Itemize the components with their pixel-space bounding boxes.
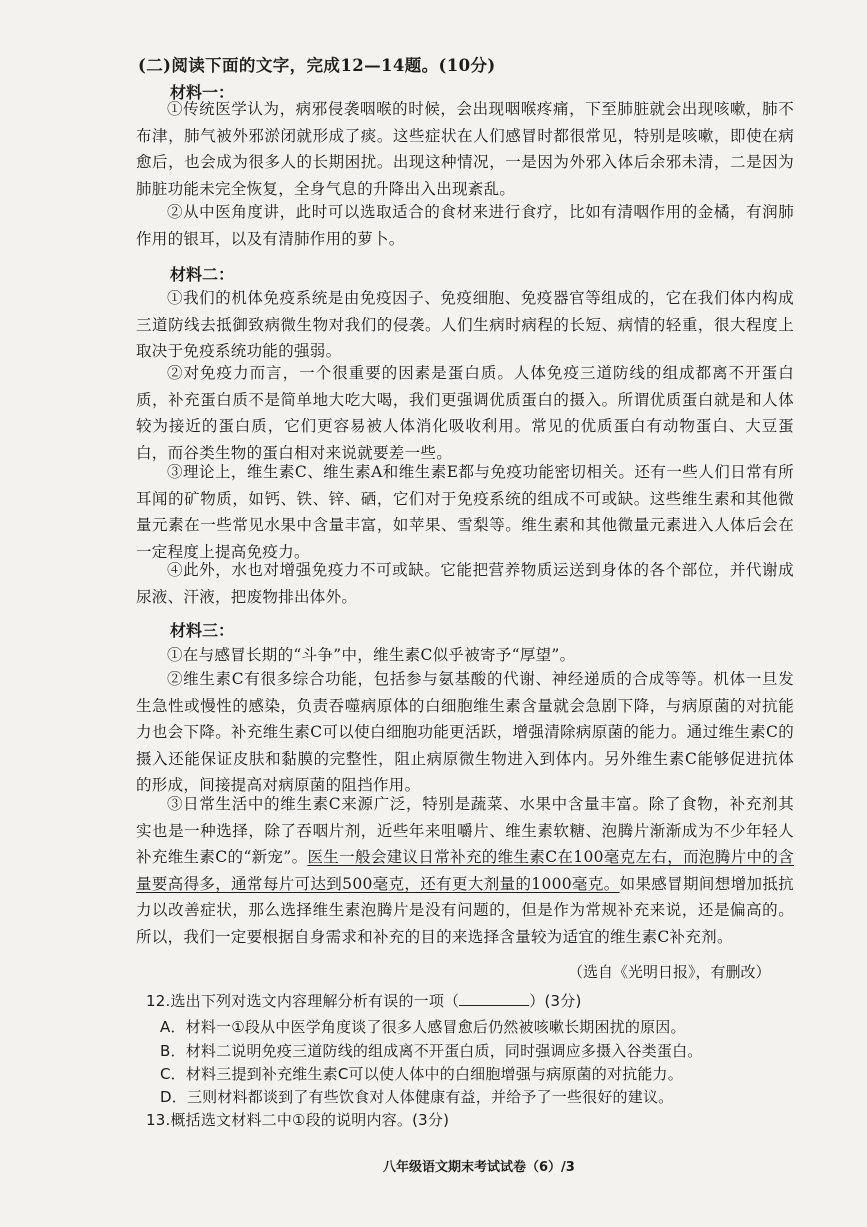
question-12-stem: 12.选出下列对选文内容理解分析有误的一项（	[146, 992, 460, 1010]
option-d: D．三则材料都谈到了有些饮食对人体健康有益，并给予了一些很好的建议。	[160, 1088, 674, 1106]
material3-paragraph-3	[136, 791, 794, 950]
section-heading: (二)阅读下面的文字，完成12—14题。(10分)	[138, 56, 496, 75]
material1-paragraph-2: ②从中医角度讲，此时可以选取适合的食材来进行食疗，比如有清咽作用的金橘，有润肺作用的银耳，以及有清肺作用的萝卜。	[136, 203, 794, 248]
material3-paragraph-2: ②维生素C有很多综合功能，包括参与氨基酸的代谢、神经递质的合成等等。机体一旦发生急性或慢性的感染，负责吞噬病原体的白细胞维生素含量就会急剧下降，与病原菌的对抗能力也会下降。补充维生素C可以使白细胞功能更活跃，增强清除病原菌的能力。通过维生素C的摄入还能保证皮肤和黏膜的完整性，阻止病原微生物进入到体内。另外维生素C能够促进抗体的形成，间接提高对病原菌的阻挡作用。	[136, 670, 794, 794]
material2-paragraph-3: ③理论上，维生素C、维生素A和维生素E都与免疫功能密切相关。还有一些人们日常有所耳闻的矿物质，如钙、铁、锌、硒，它们对于免疫系统的组成不可或缺。这些维生素和其他微量元素在一些常见水果中含量丰富，如苹果、雪梨等。维生素和其他微量元素进入人体后会在一定程度上提高免疫力。	[136, 463, 794, 561]
question-12	[146, 990, 582, 1011]
option-a: A．材料一①段从中医学角度谈了很多人感冒愈后仍然被咳嗽长期困扰的原因。	[160, 1018, 686, 1036]
option-c: C．材料三提到补充维生素C可以使人体中的白细胞增强与病原菌的对抗能力。	[160, 1065, 683, 1083]
question-13: 13.概括选文材料二中①段的说明内容。(3分)	[146, 1111, 450, 1129]
question-12-points: ）(3分)	[529, 992, 582, 1010]
option-b: B．材料二说明免疫三道防线的组成离不开蛋白质，同时强调应多摄入谷类蛋白。	[160, 1042, 703, 1060]
material3-paragraph-3-part-2: 如果感冒期间想增加抵抗力以改善症状，那么选择维生素泡腾片是没有问题的，但是作为常规补充来说，还是偏高的。所以，我们一定要根据自身需求和补充的目的来选择含量较为适宜的维生素C补充剂。	[136, 874, 794, 946]
material1-title: 材料一：	[170, 83, 235, 102]
material2-title: 材料二：	[170, 265, 235, 284]
material2-paragraph-1: ①我们的机体免疫系统是由免疫因子、免疫细胞、免疫器官等组成的，它在我们体内构成三道防线去抵御致病微生物对我们的侵袭。人们生病时病程的长短、病情的轻重，很大程度上取决于免疫系统功能的强弱。	[136, 289, 794, 360]
underlined-sentence: 医生一般会建议日常补充的维生素C在100毫克左右，而泡腾片中的含量要高得多，通常每片可达到500毫克，还有更大剂量的1000毫克。	[136, 848, 794, 893]
page-footer: 八年级语文期末考试试卷（6）/3	[383, 1160, 575, 1175]
material1-paragraph-1: ①传统医学认为，病邪侵袭咽喉的时候，会出现咽喉疼痛，下至肺脏就会出现咳嗽，肺不布津，肺气被外邪淤闭就形成了痰。这些症状在人们感冒时都很常见，特别是咳嗽，即使在病愈后，也会成为很多人的长期困扰。出现这种情况，一是因为外邪入体后余邪未清，二是因为肺脏功能未完全恢复，全身气息的升降出入出现紊乱。	[136, 100, 794, 198]
source-citation: （选自《光明日报》，有删改）	[568, 963, 771, 981]
material3-paragraph-3-part-1: ③日常生活中的维生素C来源广泛，特别是蔬菜、水果中含量丰富。除了食物，补充剂其实也是一种选择，除了吞咽片剂，近些年来咀嚼片、维生素软糖、泡腾片渐渐成为不少年轻人补充维生素C的“新宠”。	[136, 795, 794, 866]
answer-blank[interactable]	[459, 991, 529, 1006]
material2-paragraph-4: ④此外，水也对增强免疫力不可或缺。它能把营养物质运送到身体的各个部位，并代谢成尿液、汗液，把废物排出体外。	[136, 561, 794, 606]
material3-title: 材料三：	[170, 621, 235, 640]
material2-paragraph-2: ②对免疫力而言，一个很重要的因素是蛋白质。人体免疫三道防线的组成都离不开蛋白质，补充蛋白质不是简单地大吃大喝，我们更强调优质蛋白的摄入。所谓优质蛋白就是和人体较为接近的蛋白质，它们更容易被人体消化吸收利用。常见的优质蛋白有动物蛋白、大豆蛋白，而谷类生物的蛋白相对来说就要差一些。	[136, 364, 794, 462]
material3-paragraph-1: ①在与感冒长期的“斗争”中，维生素C似乎被寄予“厚望”。	[167, 646, 576, 664]
